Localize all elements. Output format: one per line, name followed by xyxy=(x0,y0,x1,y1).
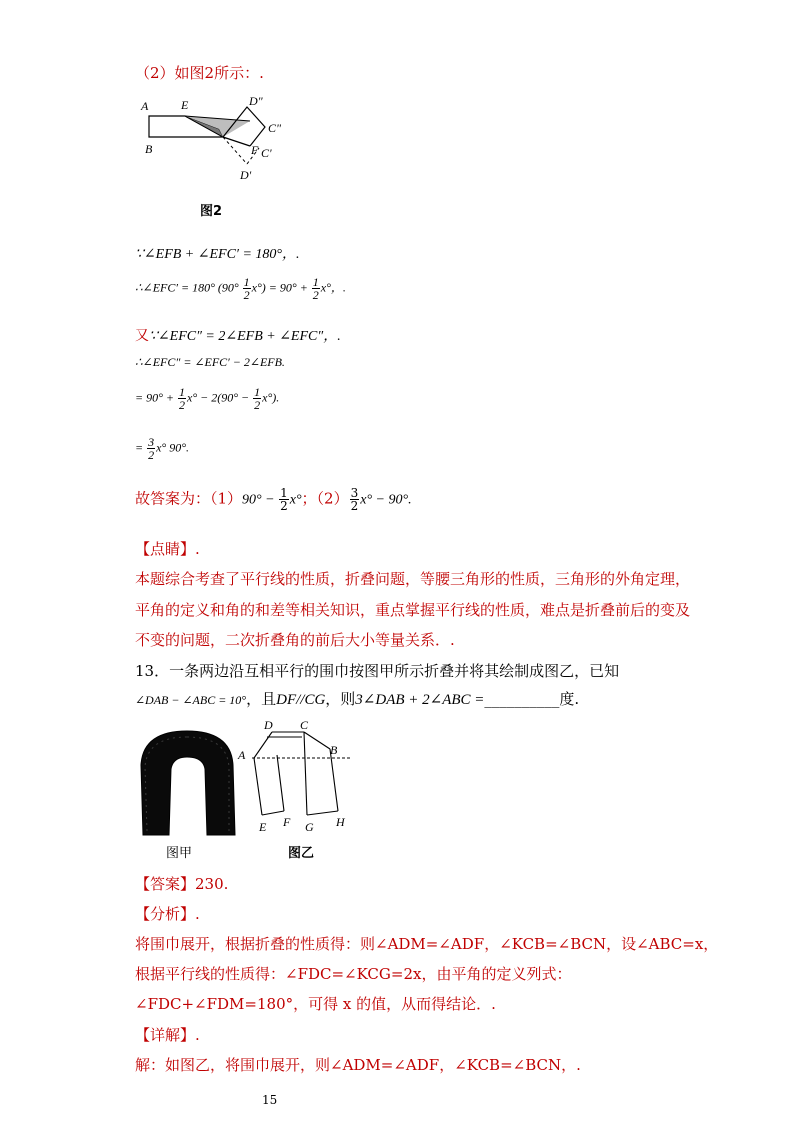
label-C: C xyxy=(300,718,309,732)
figure-2-caption: 图2 xyxy=(200,204,223,219)
figure-jia-scarf xyxy=(135,725,245,840)
label-F: F xyxy=(283,815,291,829)
label-C-double-prime: C" xyxy=(268,121,282,135)
equation-5: = 90° + $\frac{1}{2}$ x° − 2(90° − $\frac{1}{2}$ x°). xyxy=(135,385,280,412)
label-A: A xyxy=(238,748,246,762)
answer-title: 【答案】230. xyxy=(135,875,229,893)
equation-6: = $\frac{3}{2}$ x° 90°. xyxy=(135,435,190,462)
page-number: 15 xyxy=(262,1093,278,1107)
label-D: D xyxy=(264,718,273,732)
figure-jia-caption: 图甲 xyxy=(166,846,193,861)
dianjing-title: 【点睛】. xyxy=(135,540,200,558)
dianjing-line-1: 本题综合考查了平行线的性质，折叠问题，等腰三角形的性质，三角形的外角定理， xyxy=(135,570,691,588)
xiangjie-title: 【详解】. xyxy=(135,1026,200,1044)
equation-2: ∴∠EFC′ = 180° (90° $\frac{1}{2}$ x°) = 90° + $\frac{1}{2}$ x°，. xyxy=(135,275,346,302)
fenxi-title: 【分析】. xyxy=(135,905,200,923)
label-H: H xyxy=(336,815,345,829)
label-G: G xyxy=(305,820,314,834)
label-B: B xyxy=(330,743,338,757)
figure-yi-caption: 图乙 xyxy=(288,846,315,861)
answer-summary: 故答案为：（1）90° − $\frac{1}{2}$ x°；（2） $\frac{3}{2}$ x° − 90°. xyxy=(135,486,412,513)
question-13-line-1: 13．一条两边沿互相平行的围巾按图甲所示折叠并将其绘制成图乙，已知 xyxy=(135,662,620,680)
fenxi-line-1: 将围巾展开，根据折叠的性质得：则∠ADM=∠ADF，∠KCB=∠BCN，设∠ABC=x， xyxy=(135,935,719,953)
label-E: E xyxy=(259,820,267,834)
equation-1: ∵∠EFB + ∠EFC′ = 180°，. xyxy=(135,247,300,262)
label-F: F xyxy=(251,143,259,157)
label-D-double-prime: D" xyxy=(249,94,263,108)
label-E: E xyxy=(181,98,189,112)
equation-4: ∴∠EFC″ = ∠EFC′ − 2∠EFB. xyxy=(135,355,285,369)
answer-blank: __________ xyxy=(484,690,560,708)
label-D-prime: D' xyxy=(240,168,252,182)
dianjing-line-2: 平角的定义和角的和差等相关知识，重点掌握平行线的性质，难点是折叠前后的变及 xyxy=(135,601,691,619)
equation-3: 又∵∠EFC″ = 2∠EFB + ∠EFC″，. xyxy=(135,328,341,344)
label-B: B xyxy=(145,142,153,156)
part-2-heading: （2）如图2所示：. xyxy=(135,64,264,82)
question-13-line-2: ∠DAB − ∠ABC = 10°，且DF//CG，则3∠DAB + 2∠ABC =__________度. xyxy=(135,690,580,708)
figure-yi-diagram xyxy=(232,715,367,850)
label-A: A xyxy=(141,99,149,113)
fenxi-line-3: ∠FDC+∠FDM=180°，可得 x 的值，从而得结论．. xyxy=(135,995,496,1013)
xiangjie-line: 解：如图乙，将围巾展开，则∠ADM=∠ADF，∠KCB=∠BCN，. xyxy=(135,1056,581,1074)
fenxi-line-2: 根据平行线的性质得：∠FDC=∠KCG=2x，由平角的定义列式： xyxy=(135,965,572,983)
label-C-prime: C' xyxy=(261,146,272,160)
dianjing-line-3: 不变的问题，二次折叠角的前后大小等量关系．. xyxy=(135,631,455,649)
